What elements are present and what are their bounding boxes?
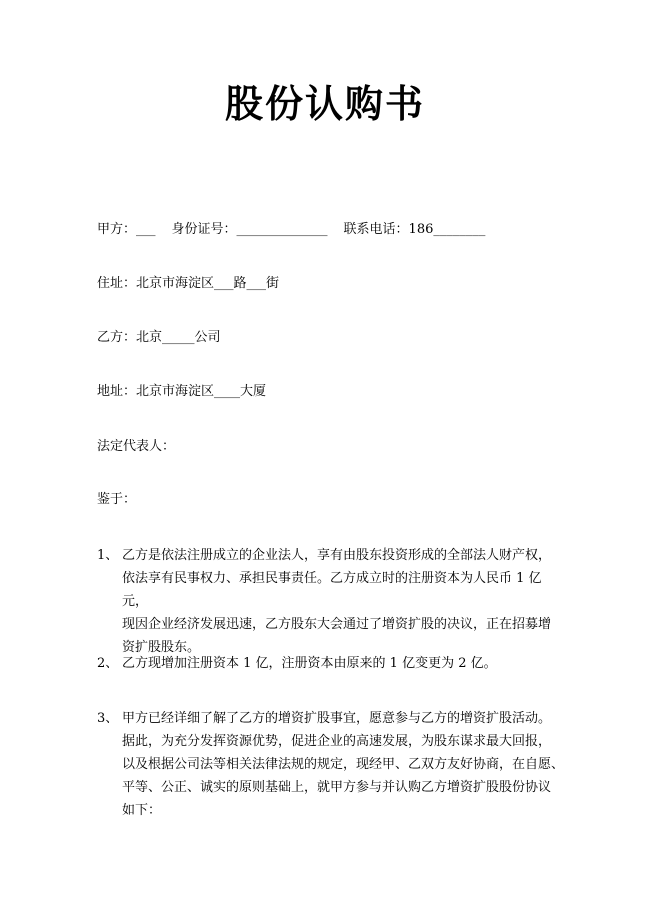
clause-1-line-3: 现因企业经济发展迅速，乙方股东大会通过了增资扩股的决议，正在招募增: [122, 617, 552, 632]
party-a-address: 住址：北京市海淀区___路___街: [97, 276, 280, 291]
party-a-name-blank: ___: [136, 222, 156, 237]
clause-1-number: 1、: [97, 548, 119, 563]
clause-1-line-1: 乙方是依法注册成立的企业法人，享有由股东投资形成的全部法人财产权，: [122, 548, 552, 563]
clause-3-line-2: 据此，为充分发挥资源优势，促进企业的高速发展，为股东谋求最大回报，: [122, 734, 552, 749]
clause-3-number: 3、: [97, 711, 119, 726]
clause-3-line-3: 以及根据公司法等相关法律法规的规定，现经甲、乙双方友好协商，在自愿、: [122, 757, 565, 772]
id-number-label: 身份证号：: [171, 222, 237, 237]
whereas-heading: 鉴于：: [97, 492, 137, 507]
phone-value: 186________: [408, 222, 486, 237]
clause-3: [97, 707, 567, 822]
clause-3-line-5: 如下：: [122, 803, 162, 818]
phone-label: 联系电话：: [343, 222, 409, 237]
document-title: 股份认购书: [224, 81, 425, 126]
clause-2: [97, 652, 567, 675]
clause-1-line-4: 资扩股股东。: [122, 640, 201, 655]
clause-1-line-2: 依法享有民事权力、承担民事责任。乙方成立时的注册资本为人民币 1 亿元，: [122, 571, 542, 609]
clause-3-line-1: 甲方已经详细了解了乙方的增资扩股事宜，愿意参与乙方的增资扩股活动。: [122, 711, 552, 726]
party-b-line: 乙方：北京_____公司: [97, 330, 221, 345]
clause-1: [97, 544, 567, 659]
id-number-blank: ______________: [236, 222, 328, 237]
legal-representative: 法定代表人：: [97, 439, 176, 454]
party-a-label: 甲方：: [97, 222, 137, 237]
clause-2-line-1: 乙方现增加注册资本 1 亿，注册资本由原来的 1 亿变更为 2 亿。: [122, 656, 497, 671]
clause-2-number: 2、: [97, 656, 119, 671]
party-b-address: 地址：北京市海淀区____大厦: [97, 384, 267, 399]
party-a-line: [97, 219, 485, 241]
clause-3-line-4: 平等、公正、诚实的原则基础上，就甲方参与并认购乙方增资扩股股份协议: [122, 780, 552, 795]
